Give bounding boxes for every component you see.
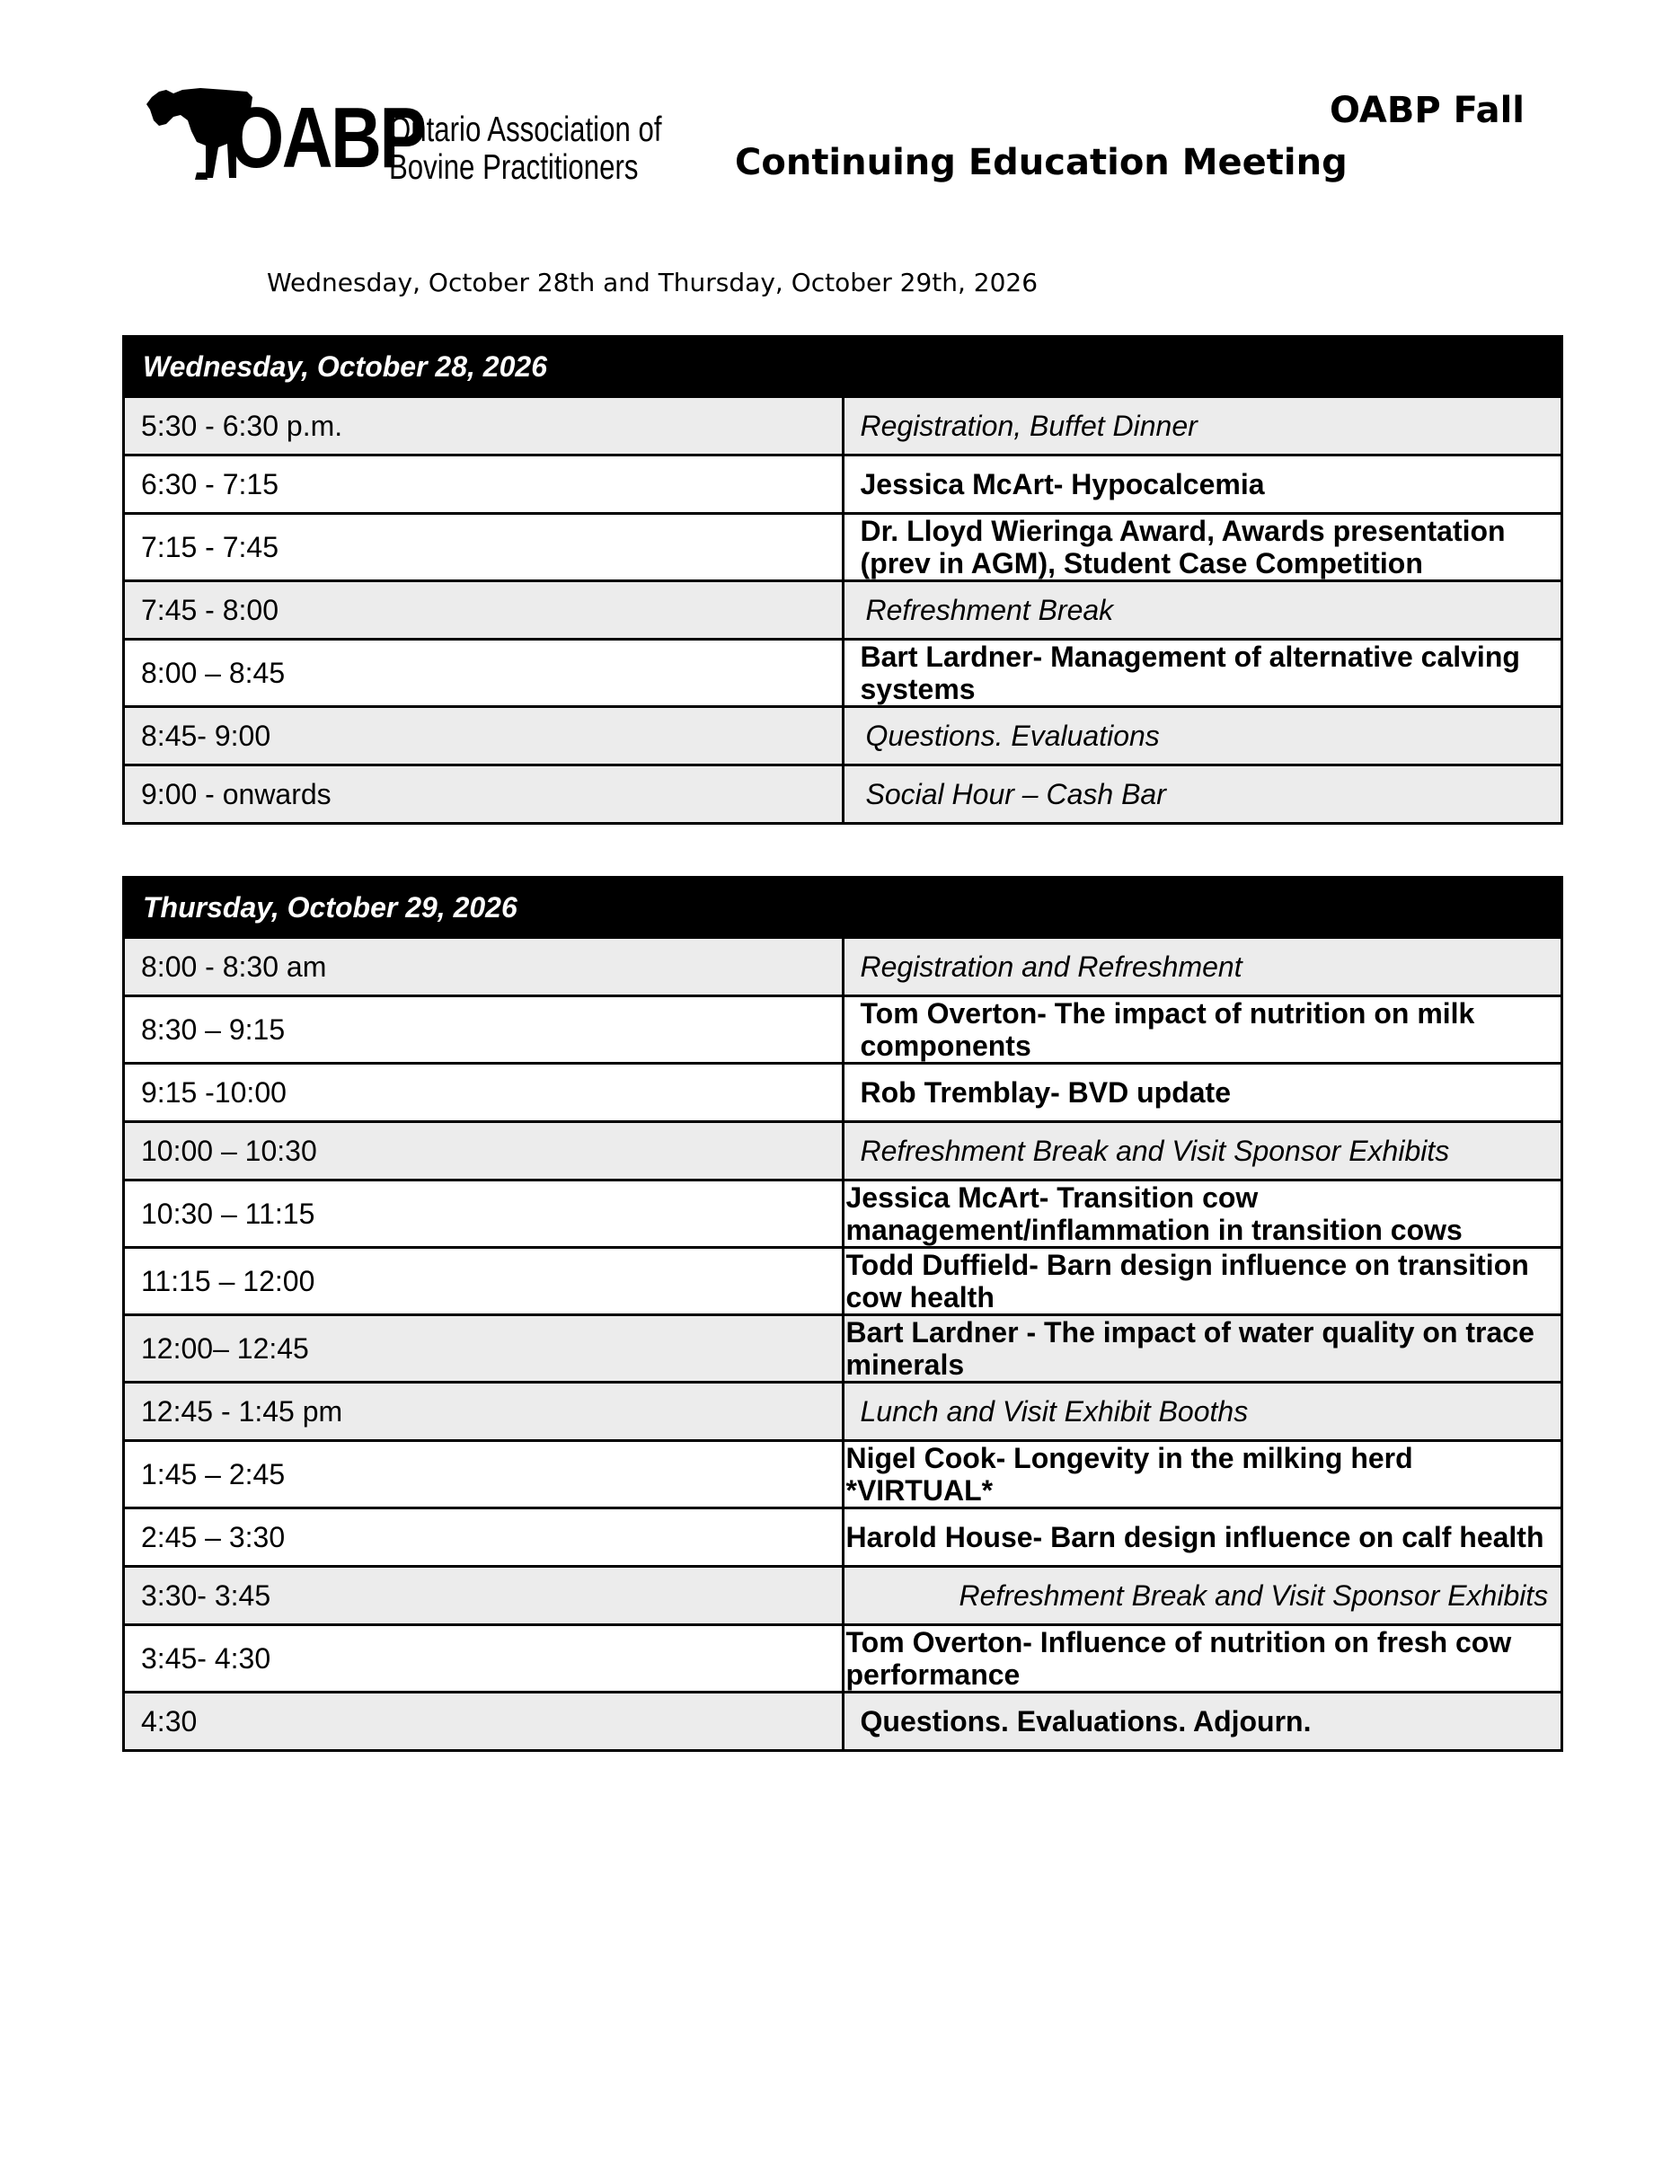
day-heading: Wednesday, October 28, 2026 [124,337,1562,397]
session-cell: Rob Tremblay- BVD update [843,1064,1562,1122]
title-top: OABP Fall [1330,90,1525,131]
session-cell: Social Hour – Cash Bar [843,765,1562,824]
org-name-line2: Bovine Practitioners [389,148,639,187]
session-cell: Bart Lardner- Management of alternative calving systems [843,640,1562,707]
oabp-logo [146,79,694,191]
table-row [124,1567,1562,1625]
table-row [124,640,1562,707]
schedule-table-thursday [122,876,1563,1752]
time-cell: 7:45 - 8:00 [124,581,844,640]
session-cell: Tom Overton- Influence of nutrition on fresh cow performance [843,1625,1562,1693]
time-cell: 8:00 – 8:45 [124,640,844,707]
meeting-dates: Wednesday, October 28th and Thursday, October 29th, 2026 [267,268,1039,297]
time-cell: 2:45 – 3:30 [124,1508,844,1567]
table-row [124,1248,1562,1315]
time-cell: 6:30 - 7:15 [124,455,844,514]
time-cell: 5:30 - 6:30 p.m. [124,397,844,455]
time-cell: 10:00 – 10:30 [124,1122,844,1180]
session-cell: Jessica McArt- Transition cow management/inflammation in transition cows [843,1180,1562,1248]
session-cell: Registration, Buffet Dinner [843,397,1562,455]
time-cell: 3:45- 4:30 [124,1625,844,1693]
table-row [124,996,1562,1064]
time-cell: 12:45 - 1:45 pm [124,1383,844,1441]
table-row [124,1383,1562,1441]
day-heading-row [124,337,1562,397]
time-cell: 9:00 - onwards [124,765,844,824]
time-cell: 1:45 – 2:45 [124,1441,844,1508]
time-cell: 4:30 [124,1693,844,1751]
time-cell: 8:45- 9:00 [124,707,844,765]
table-row [124,581,1562,640]
session-cell: Dr. Lloyd Wieringa Award, Awards presentation (prev in AGM), Student Case Competition [843,514,1562,581]
session-cell: Refreshment Break and Visit Sponsor Exhibits [843,1567,1562,1625]
session-cell: Nigel Cook- Longevity in the milking herd *VIRTUAL* [843,1441,1562,1508]
time-cell: 11:15 – 12:00 [124,1248,844,1315]
day-heading-row [124,878,1562,938]
table-row [124,938,1562,996]
table-row [124,514,1562,581]
time-cell: 12:00– 12:45 [124,1315,844,1383]
table-row [124,1693,1562,1751]
table-row [124,1315,1562,1383]
session-cell: Jessica McArt- Hypocalcemia [843,455,1562,514]
time-cell: 9:15 -10:00 [124,1064,844,1122]
table-row [124,1441,1562,1508]
time-cell: 7:15 - 7:45 [124,514,844,581]
time-cell: 3:30- 3:45 [124,1567,844,1625]
session-cell: Bart Lardner - The impact of water quality on trace minerals [843,1315,1562,1383]
table-row [124,397,1562,455]
session-cell: Refreshment Break [843,581,1562,640]
table-row [124,765,1562,824]
time-cell: 8:00 - 8:30 am [124,938,844,996]
session-cell: Registration and Refreshment [843,938,1562,996]
table-row [124,455,1562,514]
schedule-table-wednesday [122,335,1563,825]
session-cell: Tom Overton- The impact of nutrition on milk components [843,996,1562,1064]
table-row [124,1508,1562,1567]
time-cell: 10:30 – 11:15 [124,1180,844,1248]
session-cell: Questions. Evaluations [843,707,1562,765]
table-row [124,1625,1562,1693]
logo-abbreviation: OABP [229,90,425,186]
time-cell: 8:30 – 9:15 [124,996,844,1064]
table-row [124,1064,1562,1122]
table-row [124,707,1562,765]
session-cell: Lunch and Visit Exhibit Booths [843,1383,1562,1441]
organization-name [389,111,662,187]
session-cell: Harold House- Barn design influence on calf health [843,1508,1562,1567]
table-row [124,1180,1562,1248]
page-title: Continuing Education Meeting [735,142,1348,183]
day-heading: Thursday, October 29, 2026 [124,878,1562,938]
session-cell: Questions. Evaluations. Adjourn. [843,1693,1562,1751]
table-row [124,1122,1562,1180]
session-cell: Todd Duffield- Barn design influence on transition cow health [843,1248,1562,1315]
org-name-line1: Ontario Association of [389,111,662,149]
session-cell: Refreshment Break and Visit Sponsor Exhibits [843,1122,1562,1180]
